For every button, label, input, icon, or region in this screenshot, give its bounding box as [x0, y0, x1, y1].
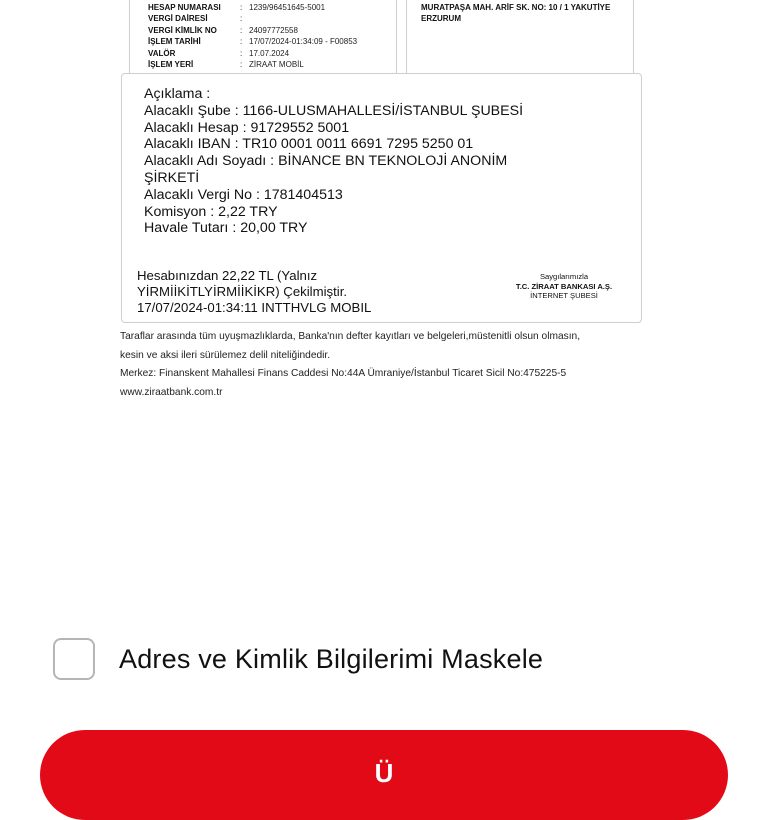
- description-line: Alacaklı Şube : 1166-ULUSMAHALLESİ/İSTANBUL ŞUBESİ: [144, 102, 524, 119]
- legal-line: Taraflar arasında tüm uyuşmazlıklarda, Banka'nın defter kayıtları ve belgeleri,müstenitli olsun olmasın,: [120, 331, 581, 342]
- signature-bank-name: T.C. ZİRAAT BANKASI A.Ş.: [515, 281, 613, 291]
- description-line: Alacaklı IBAN : TR10 0001 0011 6691 7295 5250 01: [144, 136, 474, 153]
- description-line: Açıklama :: [144, 86, 211, 102]
- bank-signature: [484, 272, 644, 301]
- account-field-row: [148, 59, 357, 70]
- account-field-row: [148, 25, 357, 36]
- charged-line: YİRMİİKİTLYİRMİİKİKR) Çekilmiştir.: [137, 284, 348, 299]
- description-line: Komisyon : 2,22 TRY: [144, 203, 278, 220]
- field-value: 17/07/2024-01:34:09 - F00853: [249, 37, 358, 47]
- charged-line: Hesabınızdan 22,22 TL (Yalnız: [137, 268, 318, 283]
- description-line: Alacaklı Adı Soyadı : BİNANCE BN TEKNOLOJİ ANONİM ŞİRKETİ: [144, 153, 508, 186]
- mask-info-option[interactable]: [53, 638, 543, 680]
- account-field-row: [148, 36, 357, 47]
- field-label: VERGİ KİMLİK NO: [148, 25, 217, 35]
- field-separator: :: [240, 3, 243, 12]
- field-separator: :: [240, 48, 243, 58]
- field-separator: :: [240, 25, 243, 35]
- address-line: MURATPAŞA MAH. ARİF SK. NO: 10 / 1 YAKUTİYE: [421, 3, 611, 12]
- field-label: HESAP NUMARASI: [148, 3, 221, 12]
- account-field-row: [148, 2, 357, 13]
- receipt-document: [119, 0, 643, 400]
- customer-address: [421, 2, 631, 25]
- legal-line: www.ziraatbank.com.tr: [120, 386, 223, 398]
- field-separator: :: [240, 60, 243, 70]
- transaction-description: [144, 86, 564, 237]
- legal-line: Merkez: Finanskent Mahallesi Finans Caddesi No:44A Ümraniye/İstanbul Ticaret Sicil No:475225-5: [120, 368, 567, 380]
- address-line: ERZURUM: [421, 14, 461, 24]
- mask-checkbox[interactable]: [53, 638, 95, 680]
- charged-amount-text: [137, 268, 417, 316]
- field-label: İŞLEM YERİ: [148, 60, 194, 70]
- signature-greeting: Saygılarımızla: [539, 272, 589, 281]
- signature-branch: İNTERNET ŞUBESİ: [530, 291, 598, 300]
- field-value: 17.07.2024: [249, 48, 290, 58]
- field-label: VALÖR: [148, 48, 176, 58]
- mask-checkbox-label[interactable]: Adres ve Kimlik Bilgilerimi Maskele: [119, 643, 544, 674]
- transaction-details-box: [121, 73, 642, 323]
- account-field-row: [148, 48, 357, 59]
- legal-notice: [120, 328, 650, 402]
- field-label: İŞLEM TARİHİ: [148, 37, 201, 47]
- field-value: 24097772558: [249, 25, 298, 35]
- legal-line: kesin ve aksi ileri sürülemez delil niteliğindedir.: [120, 349, 331, 361]
- field-value: 1239/96451645-5001: [249, 3, 326, 12]
- charged-line: 17/07/2024-01:34:11 INTTHVLG MOBIL: [137, 300, 372, 315]
- field-label: VERGİ DAİRESİ: [148, 14, 208, 24]
- account-fields: [148, 2, 357, 70]
- field-separator: :: [240, 37, 243, 47]
- field-value: ZİRAAT MOBİL: [249, 60, 304, 70]
- account-field-row: [148, 13, 357, 24]
- field-separator: :: [240, 14, 243, 24]
- account-info-box: [129, 0, 397, 78]
- address-box: [406, 0, 634, 78]
- description-line: Alacaklı Hesap : 91729552 5001: [144, 119, 350, 136]
- description-line: Alacaklı Vergi No : 1781404513: [144, 186, 343, 203]
- description-line: Havale Tutarı : 20,00 TRY: [144, 220, 308, 237]
- primary-action-button[interactable]: Ü: [40, 730, 728, 820]
